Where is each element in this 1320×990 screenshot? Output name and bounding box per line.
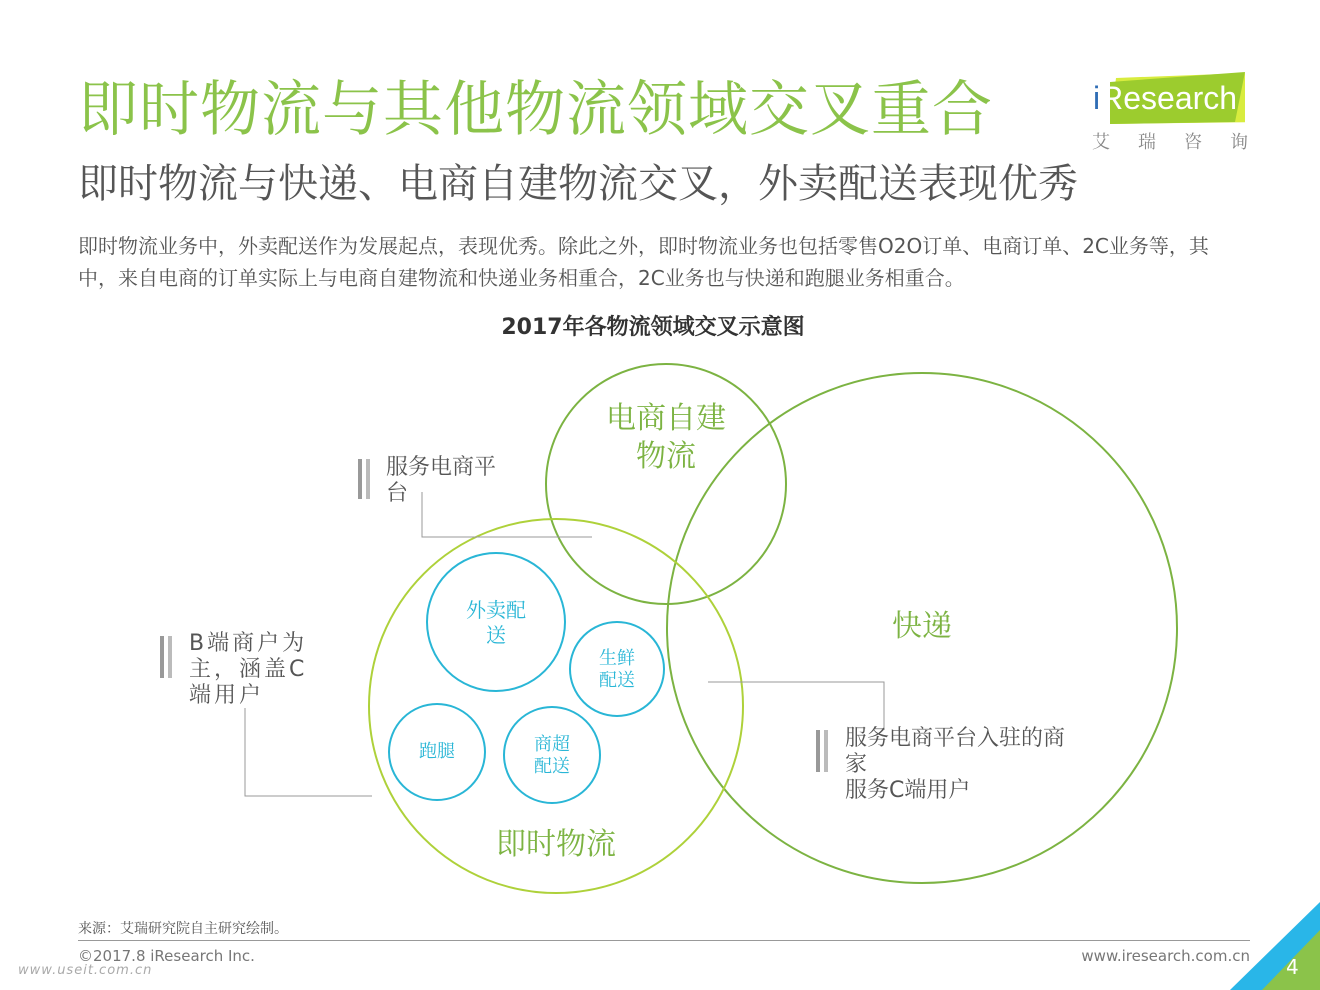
platform-annotation: 服务电商平台: [386, 455, 497, 506]
express-label: 快递: [892, 609, 952, 644]
description-text: 即时物流业务中，外卖配送作为发展起点，表现优秀。除此之外，即时物流业务也包括零售O2O订单、电商订单、2C业务等，其中，来自电商的订单实际上与电商自建物流和快递业务相重合，2C业务也与快递和跑腿业务相重合。: [78, 234, 1209, 290]
b-end-connector-line: [245, 708, 372, 796]
logo-i: i: [1093, 80, 1101, 116]
merchant-annotation: 服务电商平台入驻的商家: [845, 726, 1066, 777]
annotation-bar: [168, 636, 172, 678]
instant-logistics-label: 即时物流: [496, 827, 616, 862]
annotation-bar: [358, 459, 362, 499]
fresh-delivery-label: 生鲜配送: [599, 648, 635, 691]
annotation-bar: [824, 730, 828, 772]
takeaway-label: 外卖配送: [466, 598, 526, 647]
logo-subtitle: 艾瑞咨询: [1092, 132, 1276, 153]
source-note: 来源：艾瑞研究院自主研究绘制。: [78, 921, 288, 937]
ecommerce-logistics-label: 电商自建物流: [606, 401, 726, 474]
diagram-title: 2017年各物流领域交叉示意图: [501, 315, 805, 340]
annotation-bar: [160, 636, 164, 678]
copyright-text: ©2017.8 iResearch Inc.: [78, 947, 255, 965]
annotation-bar: [816, 730, 820, 772]
b-end-annotation: B端商户为主，涵盖C端用户: [189, 631, 308, 708]
website-link[interactable]: www.iresearch.com.cn: [1081, 947, 1250, 965]
supermarket-delivery-label: 商超配送: [534, 734, 570, 777]
annotation-bar: [366, 459, 370, 499]
logo-brand: Research: [1100, 80, 1238, 116]
errand-label: 跑腿: [419, 741, 455, 762]
page-title: 即时物流与其他物流领域交叉重合: [78, 75, 993, 145]
page-number: 4: [1286, 955, 1299, 979]
page-subtitle: 即时物流与快递、电商自建物流交叉，外卖配送表现优秀: [78, 161, 1078, 207]
merchant-connector-line: [708, 682, 884, 728]
footer-divider: [78, 940, 1250, 941]
watermark-text: www.useit.com.cn: [18, 963, 153, 978]
c-user-annotation: 服务C端用户: [845, 778, 971, 803]
